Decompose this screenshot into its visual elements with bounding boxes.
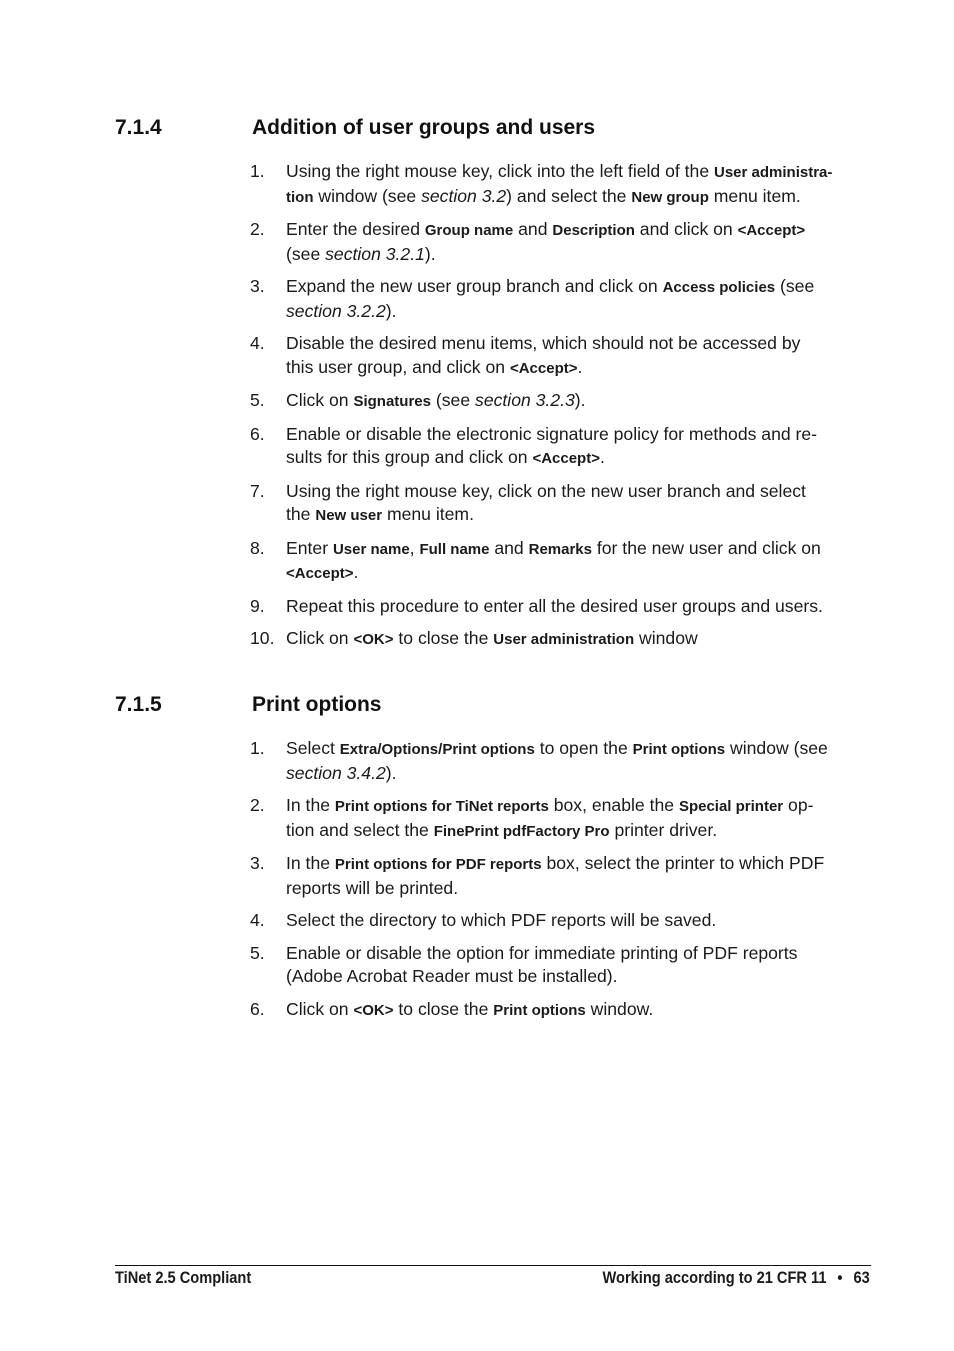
step-text: op- tion and select the [286, 795, 814, 840]
ui-term: Special printer [678, 798, 784, 815]
step-text: box, select the printer to which PDF reports will be printed. [286, 853, 825, 898]
ui-term: <Accept> [737, 222, 806, 239]
section-reference: section 3.4.2 [286, 762, 386, 783]
step-text: Enter [286, 537, 333, 558]
step-text: , [409, 537, 420, 558]
step-text: Enter the desired [286, 219, 425, 239]
step-text: ). [385, 300, 397, 321]
step-text: Using the right mouse key, click on the new user branch and select the [286, 480, 806, 524]
step-text: Select the directory to which PDF reports will be saved. [286, 910, 717, 930]
ui-term: New group [631, 188, 709, 206]
step-number: 7. [250, 480, 265, 501]
step-number: 5. [250, 390, 265, 410]
section-reference: section 3.2 [421, 185, 507, 206]
step-number: 2. [250, 795, 265, 815]
step-number: 3. [250, 853, 265, 873]
step-text: Disable the desired menu items, which should not be accessed by this user group, and click on [286, 333, 801, 377]
list-item [250, 423, 870, 471]
step-number: 9. [250, 595, 265, 616]
step-text: . [353, 562, 359, 582]
step-text: ). [424, 243, 436, 264]
footer-chapter-page [603, 1268, 870, 1288]
step-text: . [577, 356, 583, 377]
ui-term: Access policies [662, 279, 776, 296]
list-item [250, 794, 870, 843]
step-text: printer driver. [609, 819, 718, 840]
step-number: 6. [250, 998, 265, 1019]
page-number: 63 [853, 1268, 870, 1287]
ui-term: Print options for PDF reports [334, 856, 542, 873]
step-number: 3. [250, 276, 265, 296]
ui-term: Remarks [528, 540, 592, 558]
step-text: window (see [313, 185, 422, 206]
ui-term: User administration [493, 631, 635, 648]
ui-term: <OK> [353, 1001, 394, 1019]
step-text: Click on [286, 998, 354, 1019]
ui-term: New user [315, 507, 383, 524]
step-number: 10. [250, 628, 275, 648]
footer-rule [115, 1265, 871, 1266]
list-item [250, 332, 870, 380]
step-number: 2. [250, 219, 265, 239]
step-number: 4. [250, 910, 265, 930]
list-item [250, 627, 870, 652]
step-text: In the [286, 795, 335, 815]
step-text: menu item. [382, 504, 474, 524]
ui-term: Print options for TiNet reports [334, 798, 549, 815]
step-text: menu item. [708, 185, 801, 206]
list-item [250, 909, 870, 933]
ui-term: User name [332, 540, 410, 558]
ui-term: User administra- tion [286, 164, 833, 206]
step-text: Enable or disable the electronic signature policy for methods and re- sults for this group and click on [286, 423, 818, 467]
step-text: Click on [286, 390, 354, 410]
step-text: (see [431, 390, 476, 410]
ui-term: <Accept> [509, 359, 578, 377]
footer-product-name: TiNet 2.5 Compliant [115, 1268, 252, 1287]
step-text: Using the right mouse key, click into the left field of the [286, 161, 714, 181]
step-text: (see [286, 243, 321, 264]
step-text: (see [780, 276, 815, 296]
ui-term: <OK> [353, 631, 394, 648]
step-text: window (see [730, 738, 828, 758]
ui-term: Signatures [353, 393, 431, 410]
step-text: box, enable the [548, 795, 679, 815]
section-number: 7.1.5 [115, 693, 162, 716]
step-text: for the new user and click on [596, 537, 821, 558]
step-text: and [489, 537, 529, 558]
step-number: 5. [250, 942, 265, 963]
ui-term: Group name [424, 222, 514, 239]
ui-term: FinePrint pdfFactory Pro [433, 822, 610, 840]
step-text: window. [585, 998, 654, 1019]
step-text: Click on [286, 628, 354, 648]
bullet-icon: • [837, 1268, 843, 1287]
step-text: In the [286, 853, 335, 873]
step-text: Select [286, 738, 340, 758]
steps-list-print-options [250, 737, 870, 1031]
step-text: ). [385, 762, 397, 783]
step-number: 1. [250, 738, 265, 758]
step-number: 8. [250, 537, 265, 558]
step-number: 6. [250, 423, 265, 444]
section-reference: section 3.2.1 [325, 243, 425, 264]
section-title: Addition of user groups and users [252, 116, 596, 139]
step-text: to close the [393, 628, 494, 648]
list-item [250, 218, 870, 266]
steps-list-user-groups [250, 160, 870, 661]
step-number: 1. [250, 161, 265, 181]
ui-term: Full name [419, 540, 490, 558]
step-text: ). [574, 390, 586, 410]
ui-term: Print options [493, 1001, 586, 1019]
list-item [250, 595, 870, 619]
step-text: and [513, 219, 553, 239]
list-item [250, 537, 870, 586]
step-text: Repeat this procedure to enter all the desired user groups and users. [286, 595, 823, 616]
ui-term: Description [552, 222, 635, 239]
list-item [250, 737, 870, 785]
list-item [250, 160, 870, 209]
step-text: window [634, 628, 698, 648]
ui-term: <Accept> [286, 565, 354, 582]
step-text: and click on [634, 219, 738, 239]
footer-chapter-title: Working according to 21 CFR 11 [602, 1268, 827, 1287]
ui-term: <Accept> [532, 450, 600, 467]
step-text: Expand the new user group branch and click on [286, 276, 663, 296]
step-text: to close the [393, 998, 494, 1019]
section-number: 7.1.4 [115, 116, 162, 139]
step-text: to open the [534, 738, 633, 758]
list-item [250, 389, 870, 414]
list-item [250, 480, 870, 528]
section-title: Print options [252, 693, 382, 716]
section-reference: section 3.2.2 [286, 300, 386, 321]
list-item [250, 852, 870, 900]
step-number: 4. [250, 333, 265, 353]
ui-term: Print options [632, 741, 726, 758]
list-item [250, 998, 870, 1023]
list-item [250, 942, 870, 989]
step-text: . [599, 447, 605, 467]
list-item [250, 275, 870, 323]
ui-term: Extra/Options/Print options [339, 741, 535, 758]
step-text: Enable or disable the option for immediate printing of PDF reports (Adobe Acrobat Reader must be installed). [286, 942, 798, 986]
section-reference: section 3.2.3 [475, 390, 575, 410]
step-text: ) and select the [506, 185, 632, 206]
